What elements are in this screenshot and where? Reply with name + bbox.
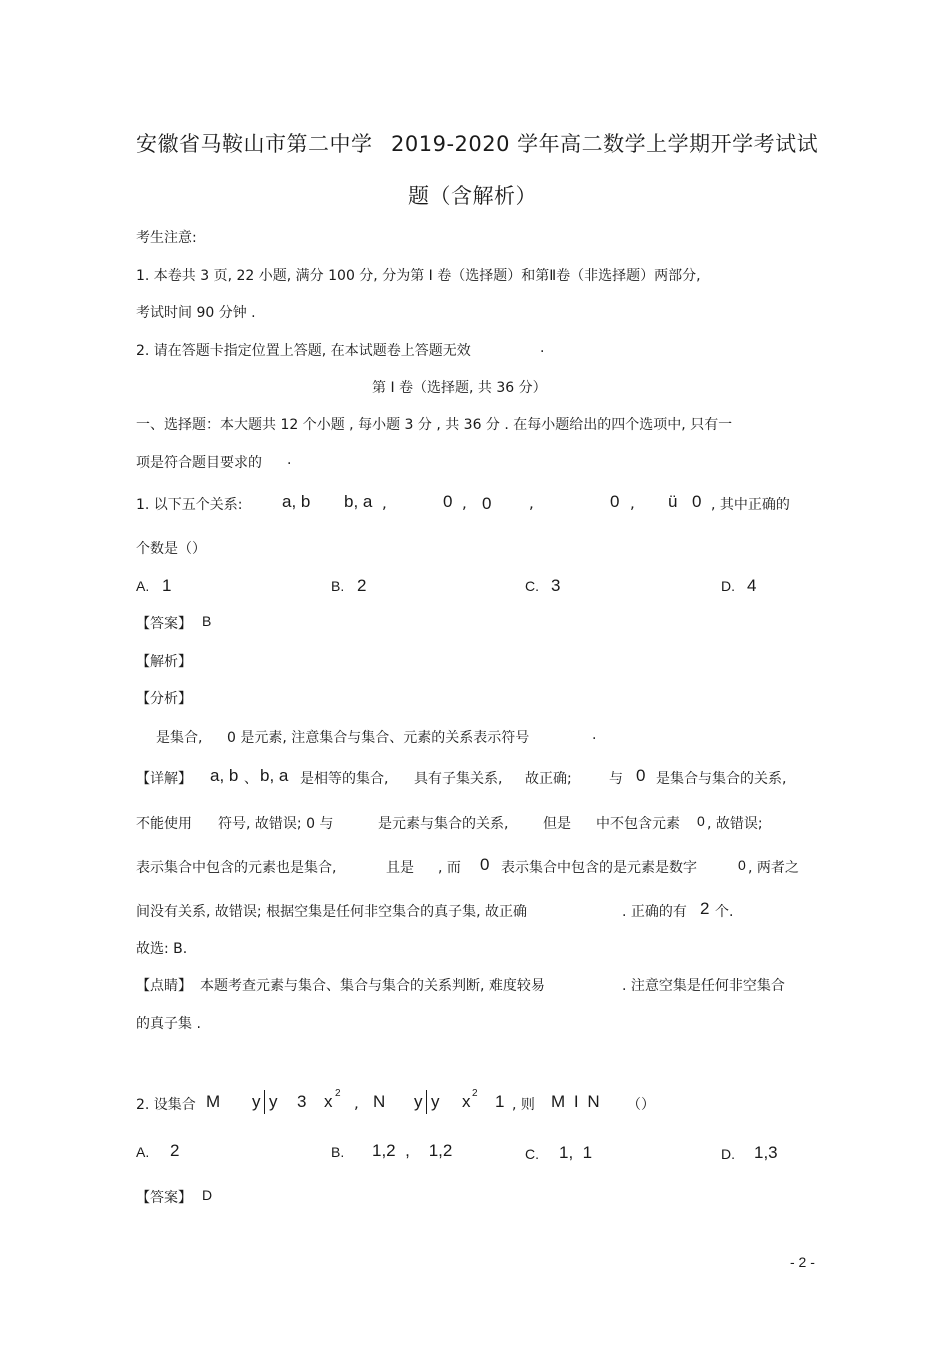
- q1-detail-2d: 但是: [543, 816, 571, 832]
- q1-comma-3: ,: [529, 494, 534, 512]
- q1-detail-3b: 且是: [386, 860, 414, 876]
- q1-detail-1c: 是相等的集合,: [300, 771, 389, 787]
- notice-item2-end: .: [540, 340, 545, 356]
- q2-symbol-m: M: [206, 1092, 221, 1111]
- q1-detail-1g: 0: [636, 766, 646, 785]
- q1-analysis-label: 【解析】: [136, 654, 192, 670]
- q1-option-d-key: D.: [721, 578, 735, 594]
- q2-symbol-n: N: [373, 1092, 386, 1111]
- q1-comment-line2: 的真子集 .: [136, 1016, 201, 1032]
- q1-detail-1d: 具有子集关系,: [414, 771, 503, 787]
- q1-relation-2: b, a: [344, 492, 373, 511]
- section1-intro-line2-end: .: [287, 452, 292, 468]
- q1-fenxi-text-b: 0 是元素, 注意集合与集合、元素的关系表示符号: [227, 730, 530, 746]
- q1-detail-3d: 0: [480, 855, 490, 874]
- notice-item1-line2: 考试时间 90 分钟 .: [136, 305, 256, 321]
- section1-intro-line1: 一、选择题：本大题共 12 个小题 , 每小题 3 分 , 共 36 分 . 在每小题给出的四个选项中, 只有一: [136, 417, 733, 433]
- section1-intro-line2: 项是符合题目要求的: [136, 455, 262, 471]
- q1-detail-1f: 与: [609, 771, 623, 787]
- q1-detail-4d: 个.: [715, 904, 734, 920]
- q1-detail-3a: 表示集合中包含的元素也是集合,: [136, 860, 337, 876]
- notice-item2: 2. 请在答题卡指定位置上答题, 在本试题卷上答题无效: [136, 343, 471, 359]
- q1-option-b-key: B.: [331, 578, 345, 594]
- q1-detail-2a: 不能使用: [136, 816, 192, 832]
- q2-option-d-value: 1,3: [754, 1143, 778, 1162]
- q1-stem-lead: 1. 以下五个关系:: [136, 497, 243, 513]
- q2-sup1: 2: [335, 1088, 341, 1099]
- q1-detail-label: 【详解】: [136, 771, 192, 787]
- q2-three: 3: [297, 1092, 307, 1111]
- q1-comma-2: ,: [462, 494, 467, 512]
- q1-detail-1-sep: 、: [244, 771, 258, 787]
- q2-option-b-key: B.: [331, 1144, 345, 1160]
- q2-option-c-key: C.: [525, 1146, 539, 1162]
- q2-set-bar-1: [264, 1090, 265, 1114]
- q1-detail-3e: 表示集合中包含的是元素是数字: [501, 860, 697, 876]
- q1-option-c-key: C.: [525, 578, 539, 594]
- q2-x2: x: [462, 1092, 471, 1111]
- title-line1-part1: 安徽省马鞍山市第二中学: [136, 132, 373, 156]
- q1-detail-3f: 0: [738, 857, 746, 873]
- q1-comma-4: ,: [630, 494, 635, 512]
- q2-answer-label: 【答案】: [136, 1190, 192, 1206]
- q2-sup2: 2: [472, 1088, 478, 1099]
- q1-option-c-value: 3: [551, 576, 561, 595]
- q1-option-b-value: 2: [357, 576, 367, 595]
- q1-fenxi-text-end: .: [592, 727, 597, 743]
- q2-y2: y: [269, 1092, 278, 1111]
- q2-comma-1: ,: [354, 1094, 359, 1112]
- q2-option-a-value: 2: [170, 1141, 180, 1160]
- q1-option-d-value: 4: [747, 576, 757, 595]
- section1-heading: 第 I 卷（选择题, 共 36 分）: [372, 380, 547, 396]
- q1-detail-1b: b, a: [260, 766, 289, 785]
- q1-stem-line2: 个数是（）: [136, 541, 206, 557]
- q1-fenxi-label: 【分析】: [136, 691, 192, 707]
- q1-detail-2g: , 故错误;: [707, 816, 763, 832]
- q1-detail-2e: 中不包含元素: [596, 816, 680, 832]
- q2-set-bar-2: [426, 1090, 427, 1114]
- q2-x1: x: [324, 1092, 333, 1111]
- q1-detail-2c: 是元素与集合的关系,: [378, 816, 509, 832]
- q2-option-d-key: D.: [721, 1146, 735, 1162]
- q1-relation-4: 0: [610, 492, 620, 511]
- q1-detail-4c: 2: [700, 899, 710, 918]
- q1-relation-5a: ü: [668, 492, 678, 511]
- title-line2: 题（含解析）: [408, 184, 537, 208]
- q2-y4: y: [431, 1092, 440, 1111]
- q2-y3: y: [414, 1092, 423, 1111]
- title-line1-part2: 2019-2020 学年高二数学上学期开学考试试: [391, 132, 819, 156]
- q1-detail-1e: 故正确;: [525, 771, 572, 787]
- q1-relation-3a: 0: [443, 492, 453, 511]
- q1-option-a-key: A.: [136, 578, 150, 594]
- q1-answer-value: B: [202, 613, 212, 629]
- q1-detail-4b: . 正确的有: [622, 904, 687, 920]
- q1-detail-1a: a, b: [210, 766, 239, 785]
- q1-detail-2b: 符号, 故错误; 0 与: [218, 816, 334, 832]
- q2-y1: y: [252, 1092, 261, 1111]
- q1-detail-1h: 是集合与集合的关系,: [656, 771, 787, 787]
- q2-expression: M I N: [551, 1092, 600, 1111]
- page-number: - 2 -: [790, 1254, 815, 1270]
- q1-fenxi-text-a: 是集合,: [156, 730, 203, 746]
- q2-one: 1: [495, 1092, 505, 1111]
- q1-stem-tail: , 其中正确的: [711, 497, 790, 513]
- q1-detail-3c: , 而: [438, 860, 461, 876]
- q1-comment-line1-b: . 注意空集是任何非空集合: [622, 978, 785, 994]
- q2-lead: 2. 设集合: [136, 1097, 196, 1113]
- q2-option-c-value: 1, 1: [559, 1143, 593, 1162]
- q1-comment-line1: 本题考查元素与集合、集合与集合的关系判断, 难度较易: [200, 978, 545, 994]
- q1-detail-4a: 间没有关系, 故错误; 根据空集是任何非空集合的真子集, 故正确: [136, 904, 527, 920]
- q1-answer-label: 【答案】: [136, 616, 192, 632]
- q1-choice: 故选: B.: [136, 941, 188, 957]
- q2-then: , 则: [512, 1097, 535, 1113]
- q1-relation-1: a, b: [282, 492, 311, 511]
- q2-paren: （）: [627, 1097, 655, 1113]
- q1-option-a-value: 1: [162, 576, 172, 595]
- q1-detail-2f: 0: [697, 813, 705, 829]
- q1-comment-label: 【点睛】: [136, 978, 192, 994]
- q1-relation-5b: 0: [692, 492, 702, 511]
- notice-heading: 考生注意:: [136, 230, 197, 246]
- q2-answer-value: D: [202, 1187, 213, 1203]
- q1-comma-1: ,: [382, 494, 387, 512]
- q2-option-b-value: 1,2 , 1,2: [372, 1141, 453, 1160]
- q2-option-a-key: A.: [136, 1144, 150, 1160]
- notice-item1-line1: 1. 本卷共 3 页, 22 小题, 满分 100 分, 分为第 I 卷（选择题）和第Ⅱ卷（非选择题）两部分,: [136, 268, 701, 284]
- q1-relation-3b: 0: [482, 494, 492, 513]
- q1-detail-3g: , 两者之: [748, 860, 799, 876]
